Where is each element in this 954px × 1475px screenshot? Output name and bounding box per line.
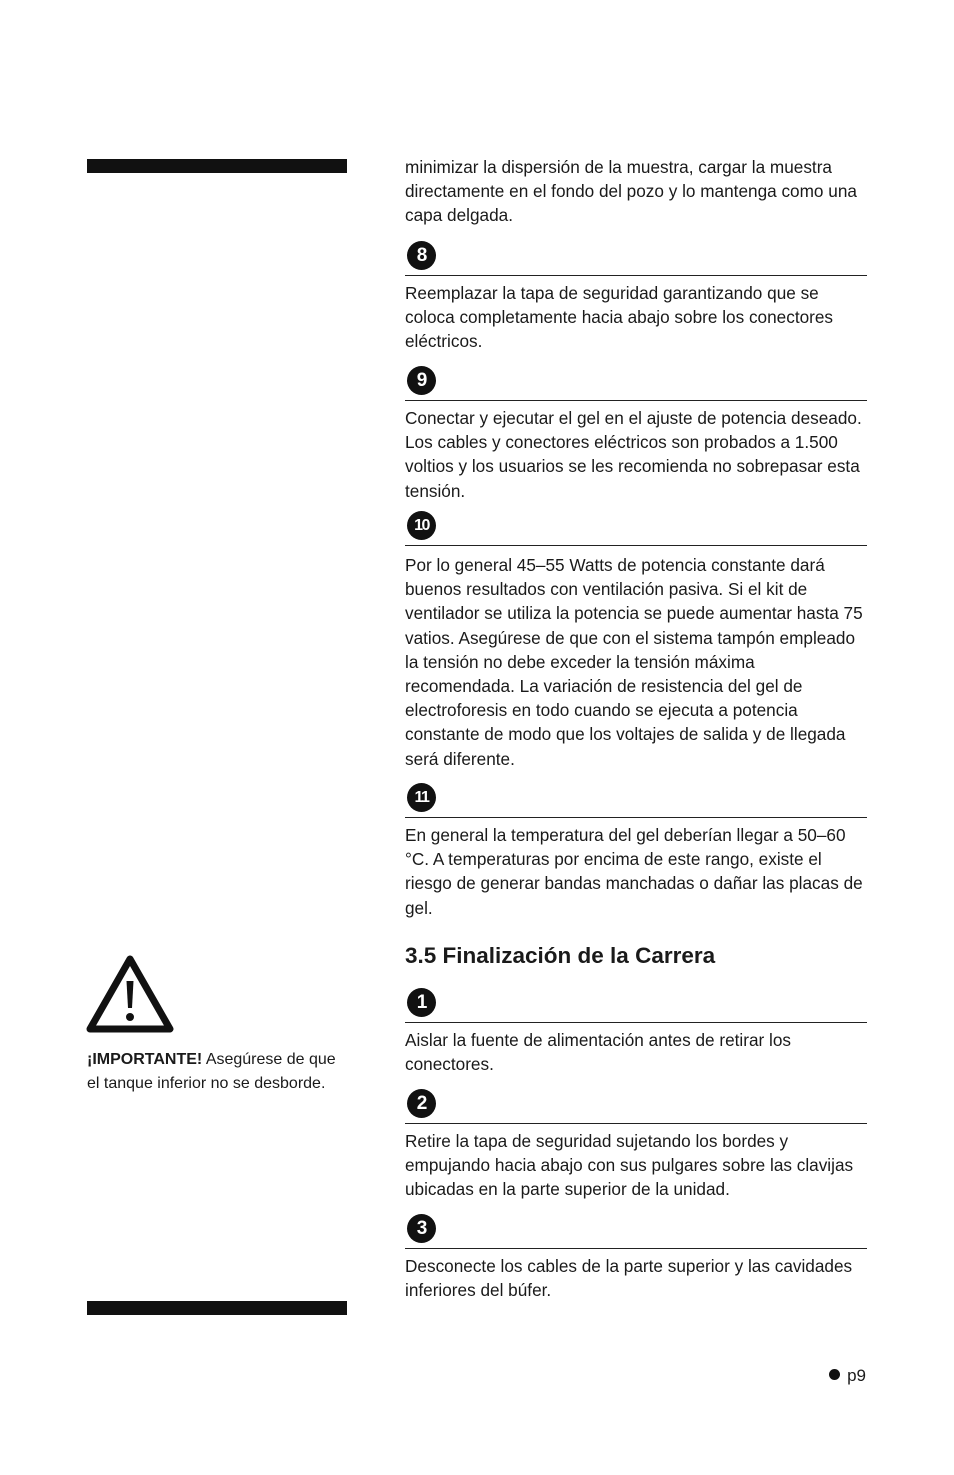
step-number-2-icon: 2 (407, 1089, 436, 1118)
step-header-8 (405, 239, 867, 276)
step-number-11-icon: 11 (407, 783, 436, 812)
top-rule-bar (87, 159, 347, 173)
bottom-rule-bar (87, 1301, 347, 1315)
page-footer (829, 1366, 866, 1386)
step-text-3: Desconecte los cables de la parte superior y las cavidades inferiores del búfer. (405, 1256, 853, 1301)
step-header-2 (405, 1087, 867, 1124)
bullet-dot-icon (829, 1369, 840, 1380)
warning-note (87, 1048, 337, 1095)
warning-triangle-icon (86, 955, 174, 1033)
step-header-9 (405, 364, 867, 401)
warning-text: Asegúrese de que el tanque inferior no se desborde. (87, 1051, 336, 1092)
step-text-9: Conectar y ejecutar el gel en el ajuste de potencia deseado. Los cables y conectores eléctricos son probados a 1.500 voltios y los usuarios se les recomienda no sobrepasar esta tensión. (405, 408, 862, 501)
step-text-8: Reemplazar la tapa de seguridad garantizando que se coloca completamente hacia abajo sobre los conectores eléctricos. (405, 283, 834, 352)
intro-paragraph: minimizar la dispersión de la muestra, cargar la muestra directamente en el fondo del pozo y lo mantenga como una capa delgada. (405, 157, 857, 226)
step-header-1 (405, 986, 867, 1023)
step-number-10-icon: 10 (407, 511, 436, 540)
step-text-11: En general la temperatura del gel deberían llegar a 50–60 °C. A temperaturas por encima de este rango, existe el riesgo de generar bandas manchadas o dañar las placas de gel. (405, 825, 863, 918)
step-number-1-icon: 1 (407, 988, 436, 1017)
step-text-1: Aislar la fuente de alimentación antes de retirar los conectores. (405, 1030, 791, 1075)
step-number-8-icon: 8 (407, 241, 436, 270)
step-text-2: Retire la tapa de seguridad sujetando los bordes y empujando hacia abajo con sus pulgares sobre las clavijas ubicadas en la parte superior de la unidad. (405, 1131, 854, 1200)
step-text-10: Por lo general 45–55 Watts de potencia constante dará buenos resultados con ventilación pasiva. Si el kit de ventilador se utiliza la potencia se puede aumentar hasta 75 vatios. Asegúrese de que con el sistema tampón empleado la tensión no debe exceder la tensión máxima recomendada. La variación de resistencia del gel de electroforesis en todo cuando se ejecuta a potencia constante de modo que los voltajes de salida y de llegada será diferente. (405, 555, 863, 769)
step-number-3-icon: 3 (407, 1214, 436, 1243)
section-heading: 3.5 Finalización de la Carrera (405, 943, 716, 968)
page-number: p9 (847, 1366, 866, 1385)
step-header-11 (405, 781, 867, 818)
step-header-3 (405, 1212, 867, 1249)
step-number-9-icon: 9 (407, 366, 436, 395)
warning-label: ¡IMPORTANTE! (87, 1051, 203, 1068)
step-header-10 (405, 509, 867, 546)
